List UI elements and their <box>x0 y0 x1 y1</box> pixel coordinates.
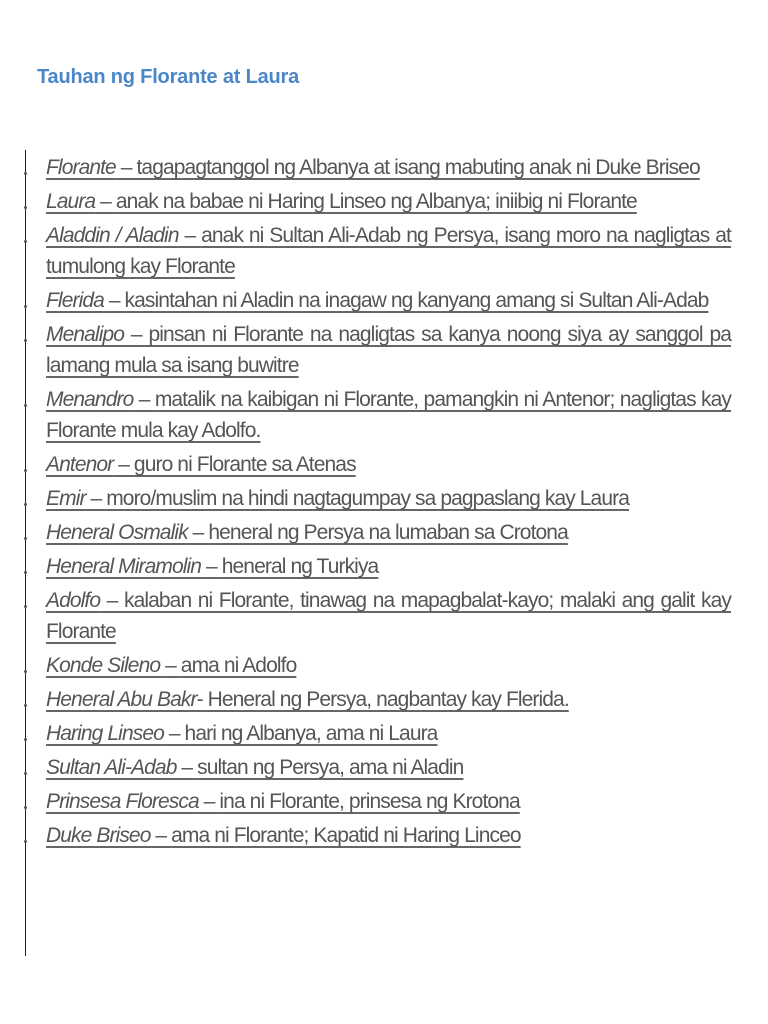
character-name: Antenor <box>46 453 114 476</box>
character-name: Heneral Osmalik <box>46 521 188 544</box>
bullet-icon <box>24 339 27 342</box>
separator: – <box>133 388 155 411</box>
character-description: heneral ng Persya na lumaban sa Crotona <box>208 521 568 544</box>
character-name: Laura <box>46 190 96 213</box>
character-description: Heneral ng Persya, nagbantay kay Flerida. <box>207 688 569 711</box>
list-item <box>46 152 731 186</box>
bullet-icon <box>24 172 27 175</box>
separator: – <box>160 654 181 677</box>
bullet-icon <box>24 537 27 540</box>
character-description: heneral ng Turkiya <box>221 555 379 578</box>
separator: – <box>115 156 137 179</box>
bullet-icon <box>24 806 27 809</box>
list-item <box>46 718 731 752</box>
list-item <box>46 220 731 285</box>
bullet-icon <box>24 670 27 673</box>
list-item <box>46 820 731 854</box>
list-item <box>46 752 731 786</box>
separator: - <box>196 688 208 711</box>
bullet-icon <box>24 571 27 574</box>
list-item <box>46 684 731 718</box>
bullet-icon <box>24 605 27 608</box>
character-description: moro/muslim na hindi nagtagumpay sa pagpaslang kay Laura <box>106 487 629 510</box>
bullet-icon <box>24 469 27 472</box>
character-name: Adolfo <box>46 589 101 612</box>
bullet-icon <box>24 704 27 707</box>
bullet-icon <box>24 305 27 308</box>
separator: – <box>176 756 198 779</box>
character-name: Duke Briseo <box>46 824 151 847</box>
separator: – <box>85 487 107 510</box>
character-description: ama ni Adolfo <box>180 654 297 677</box>
list-item <box>46 517 731 551</box>
character-list <box>46 152 731 854</box>
list-item <box>46 551 731 585</box>
character-description: matalik na kaibigan ni Florante, pamangkin ni Antenor; nagligtas kay Florante mula kay Adolfo. <box>46 388 731 442</box>
bullet-icon <box>24 206 27 209</box>
list-item <box>46 285 731 319</box>
character-description: guro ni Florante sa Atenas <box>133 453 356 476</box>
character-name: Konde Sileno <box>46 654 161 677</box>
character-name: Haring Linseo <box>46 722 164 745</box>
bullet-icon <box>24 240 27 243</box>
separator: – <box>124 323 149 346</box>
character-description: kalaban ni Florante, tinawag na mapagbalat-kayo; malaki ang galit kay Florante <box>46 589 731 643</box>
character-name: Menalipo <box>46 323 125 346</box>
character-name: Prinsesa Floresca <box>46 790 199 813</box>
character-name: Menandro <box>46 388 134 411</box>
separator: – <box>95 190 116 213</box>
separator: – <box>178 224 202 247</box>
character-name: Flerida <box>46 289 104 312</box>
list-item <box>46 449 731 483</box>
separator: – <box>113 453 134 476</box>
character-description: pinsan ni Florante na nagligtas sa kanya noong siya ay sanggol pa lamang mula sa isang buwitre <box>46 323 731 377</box>
character-description: ama ni Florante; Kapatid ni Haring Linceo <box>171 824 521 847</box>
separator: – <box>201 555 222 578</box>
list-item <box>46 384 731 449</box>
separator: – <box>100 589 124 612</box>
list-item <box>46 319 731 384</box>
page-title: Tauhan ng Florante at Laura <box>37 66 300 88</box>
bullet-icon <box>24 404 27 407</box>
list-item <box>46 650 731 684</box>
separator: – <box>150 824 172 847</box>
separator: – <box>103 289 125 312</box>
character-description: hari ng Albanya, ama ni Laura <box>184 722 438 745</box>
separator: – <box>163 722 185 745</box>
character-name: Florante <box>46 156 116 179</box>
list-item <box>46 786 731 820</box>
character-description: anak ni Sultan Ali-Adab ng Persya, isang moro na nagligtas at tumulong kay Florante <box>46 224 731 278</box>
character-description: sultan ng Persya, ama ni Aladin <box>197 756 464 779</box>
bullet-icon <box>24 738 27 741</box>
character-name: Aladdin / Aladin <box>46 224 179 247</box>
character-name: Heneral Abu Bakr <box>46 688 197 711</box>
character-description: kasintahan ni Aladin na inagaw ng kanyang amang si Sultan Ali-Adab <box>124 289 709 312</box>
separator: – <box>187 521 209 544</box>
character-name: Sultan Ali-Adab <box>46 756 177 779</box>
margin-rule <box>25 150 26 956</box>
separator: – <box>198 790 220 813</box>
list-item <box>46 585 731 650</box>
character-description: anak na babae ni Haring Linseo ng Albanya; iniibig ni Florante <box>115 190 637 213</box>
character-name: Emir <box>46 487 86 510</box>
list-item <box>46 483 731 517</box>
list-item <box>46 186 731 220</box>
bullet-icon <box>24 772 27 775</box>
character-description: ina ni Florante, prinsesa ng Krotona <box>219 790 520 813</box>
bullet-icon <box>24 503 27 506</box>
character-name: Heneral Miramolin <box>46 555 202 578</box>
bullet-icon <box>24 840 27 843</box>
character-description: tagapagtanggol ng Albanya at isang mabuting anak ni Duke Briseo <box>136 156 700 179</box>
